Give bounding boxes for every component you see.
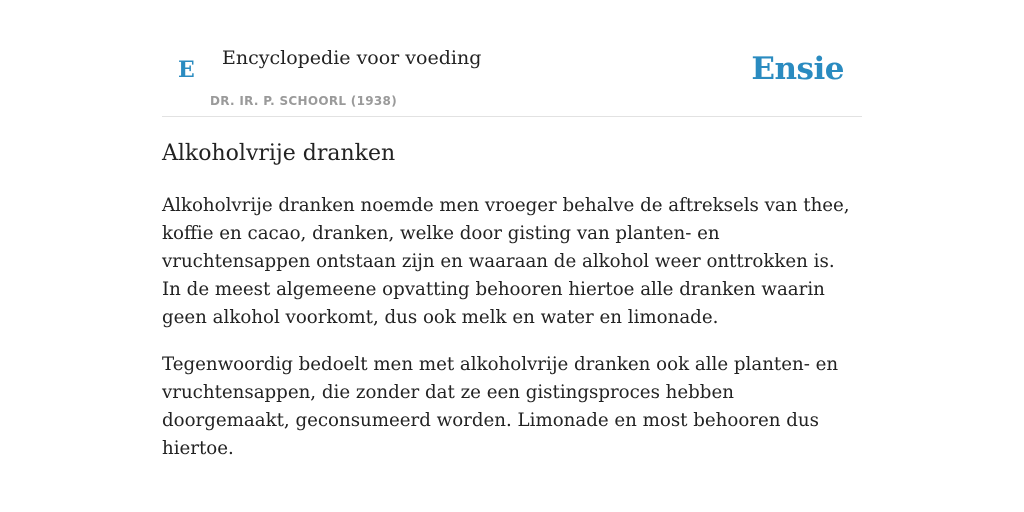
page-header: [162, 0, 862, 117]
article-paragraph: Tegenwoordig bedoelt men met alkoholvrije dranken ook alle planten- en vruchtensappen, die zonder dat ze een gistingsproces hebben doorgemaakt, geconsumeerd worden. Limonade en most behooren dus hiertoe.: [162, 354, 839, 459]
article: [162, 138, 852, 463]
ensie-logo[interactable]: Ensie: [751, 51, 844, 87]
book-title-link[interactable]: Encyclopedie voor voeding: [222, 47, 482, 69]
book-initial-icon[interactable]: E: [178, 57, 195, 83]
book-author: DR. IR. P. SCHOORL (1938): [210, 94, 397, 108]
article-paragraph: Alkoholvrije dranken noemde men vroeger behalve de aftreksels van thee, koffie en cacao, dranken, welke door gisting van planten- en vruchtensappen ontstaan zijn en waaraan de alkohol weer onttrokken is. In de meest algemeene opvatting behooren hiertoe alle dranken waarin geen alkohol voorkomt, dus ook melk en water en limonade.: [162, 195, 850, 328]
article-title: Alkoholvrije dranken: [162, 141, 396, 166]
